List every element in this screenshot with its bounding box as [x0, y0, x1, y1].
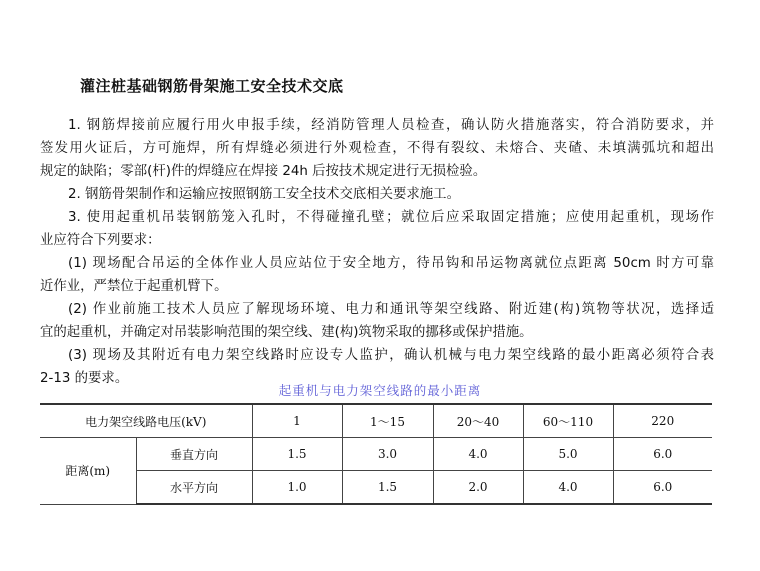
text-line: 3. 使用起重机吊装钢筋笼入孔时，不得碰撞孔壁；就位后应采取固定措施；应使用起重机，现场作 — [68, 210, 714, 225]
text-line: (1) 现场配合吊运的全体作业人员应站位于安全地方，待吊钩和吊运物离就位点距离 50cm 时方可靠 — [68, 256, 714, 271]
table-cell: 4.0 — [523, 471, 613, 505]
text-line: 签发用火证后，方可施焊，所有焊缝必须进行外观检查，不得有裂纹、未熔合、夹碴、未填满弧坑和超出 — [40, 141, 714, 156]
table-header-row — [40, 404, 712, 438]
table-row — [40, 438, 712, 471]
table-cell: 5.0 — [523, 438, 613, 471]
document-title: 灌注桩基础钢筋骨架施工安全技术交底 — [80, 77, 344, 95]
text-line: 规定的缺陷；零部(杆)件的焊缝应在焊接 24h 后按技术规定进行无损检验。 — [40, 164, 487, 179]
text-line: 业应符合下列要求： — [40, 233, 161, 248]
table-cell: 20～40 — [433, 404, 523, 438]
row-label: 水平方向 — [136, 471, 252, 505]
text-line: 2-13 的要求。 — [40, 371, 129, 386]
table-cell: 1～15 — [342, 404, 433, 438]
table-cell: 1 — [252, 404, 342, 438]
min-distance-table — [40, 403, 712, 505]
table-cell: 6.0 — [613, 438, 712, 471]
text-line: 1. 钢筋焊接前应履行用火申报手续，经消防管理人员检查，确认防火措施落实，符合消防要求，并 — [68, 118, 714, 133]
row-label: 垂直方向 — [136, 438, 252, 471]
table-cell: 1.5 — [342, 471, 433, 505]
table-cell: 2.0 — [433, 471, 523, 505]
text-line: (3) 现场及其附近有电力架空线路时应设专人监护，确认机械与电力架空线路的最小距离必须符合表 — [68, 348, 714, 363]
text-line: 2. 钢筋骨架制作和运输应按照钢筋工安全技术交底相关要求施工。 — [68, 187, 460, 202]
table-cell: 4.0 — [433, 438, 523, 471]
table-row — [40, 471, 712, 505]
table-cell: 3.0 — [342, 438, 433, 471]
document-body — [40, 114, 714, 390]
table-cell: 6.0 — [613, 471, 712, 505]
table-cell: 1.5 — [252, 438, 342, 471]
voltage-header: 电力架空线路电压(kV) — [40, 404, 252, 438]
text-line: (2) 作业前施工技术人员应了解现场环境、电力和通讯等架空线路、附近建(构)筑物等状况，选择适 — [68, 302, 714, 317]
text-line: 近作业，严禁位于起重机臂下。 — [40, 279, 228, 294]
table-caption: 起重机与电力架空线路的最小距离 — [278, 383, 482, 398]
table-cell: 220 — [613, 404, 712, 438]
table-cell: 1.0 — [252, 471, 342, 505]
table-cell: 60～110 — [523, 404, 613, 438]
text-line: 宜的起重机，并确定对吊装影响范围的架空线、建(构)筑物采取的挪移或保护措施。 — [40, 325, 533, 340]
distance-label: 距离(m) — [40, 438, 136, 505]
